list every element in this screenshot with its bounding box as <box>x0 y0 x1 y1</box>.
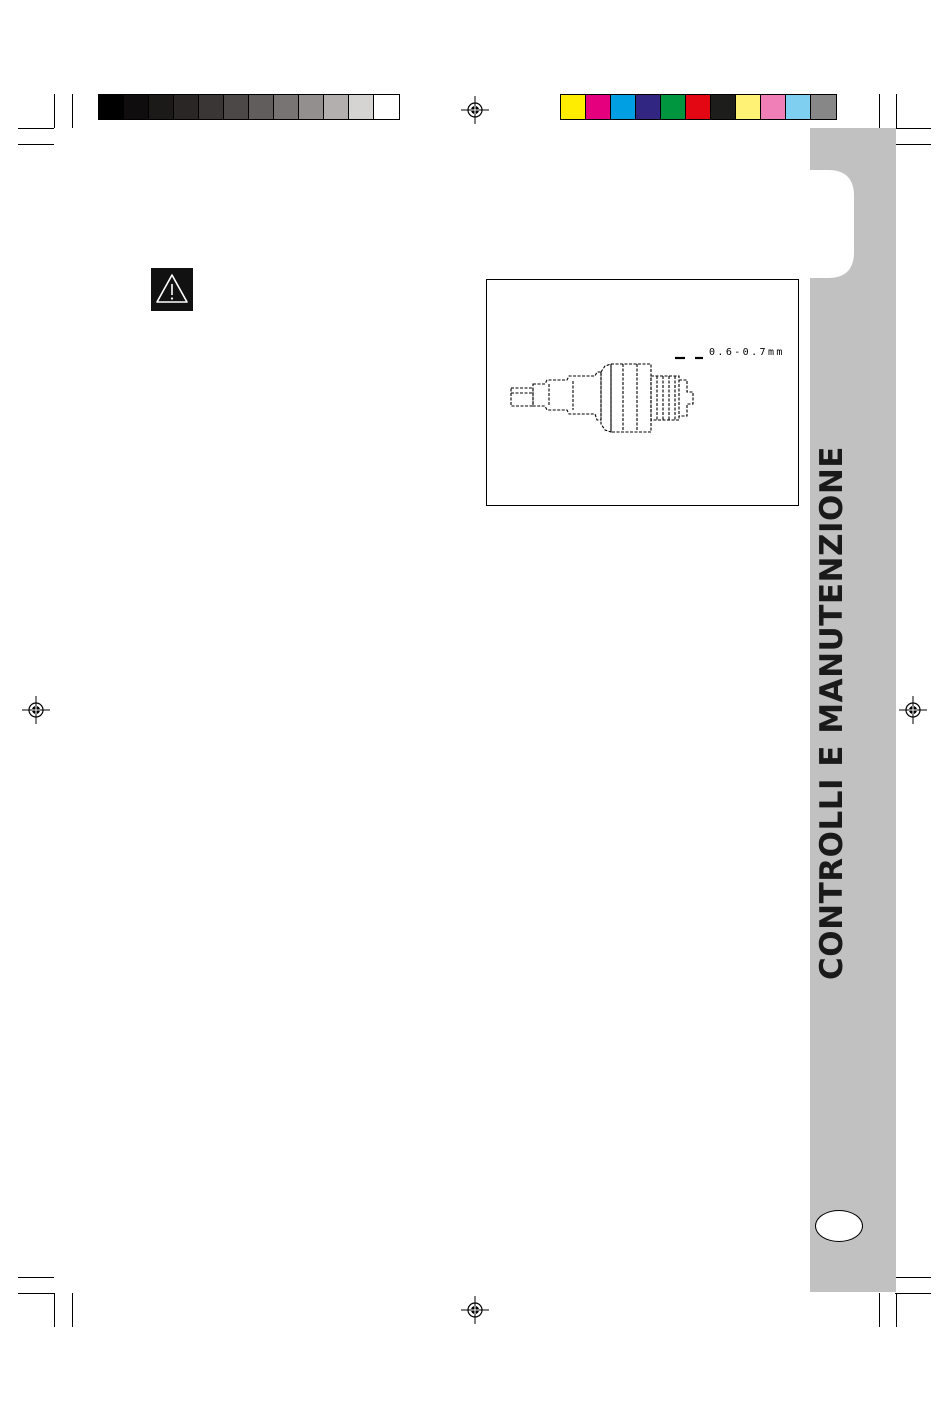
calibration-swatch <box>124 95 149 119</box>
calibration-swatch <box>761 95 786 119</box>
figure-frame <box>486 279 799 506</box>
crop-mark <box>54 94 55 128</box>
warning-triangle-icon <box>151 268 193 311</box>
electrode-gap-label: 0.6-0.7mm <box>709 347 785 358</box>
calibration-swatch <box>224 95 249 119</box>
calibration-swatch <box>636 95 661 119</box>
calibration-swatch <box>786 95 811 119</box>
crop-mark <box>54 1293 55 1327</box>
crop-mark <box>879 1293 880 1327</box>
calibration-swatch <box>811 95 836 119</box>
crop-mark <box>895 1277 931 1278</box>
calibration-swatch <box>686 95 711 119</box>
color-calibration-bar <box>560 94 837 120</box>
crop-mark <box>18 128 54 129</box>
crop-mark <box>72 94 73 128</box>
page-number-oval <box>815 1210 863 1242</box>
registration-mark-icon <box>22 696 50 724</box>
registration-mark-icon <box>899 696 927 724</box>
crop-mark <box>18 144 54 145</box>
crop-mark <box>895 1293 931 1294</box>
calibration-swatch <box>586 95 611 119</box>
calibration-swatch <box>249 95 274 119</box>
calibration-swatch <box>299 95 324 119</box>
calibration-swatch <box>611 95 636 119</box>
section-title-text: CONTROLLI E MANUTENZIONE <box>814 445 850 980</box>
crop-mark <box>895 144 931 145</box>
crop-mark <box>18 1293 54 1294</box>
calibration-swatch <box>274 95 299 119</box>
crop-mark <box>895 128 931 129</box>
grayscale-calibration-bar <box>98 94 400 120</box>
calibration-swatch <box>149 95 174 119</box>
registration-mark-icon <box>461 1296 489 1324</box>
calibration-swatch <box>711 95 736 119</box>
calibration-swatch <box>736 95 761 119</box>
calibration-swatch <box>374 95 399 119</box>
crop-mark <box>896 94 897 128</box>
registration-mark-icon <box>461 96 489 124</box>
calibration-swatch <box>661 95 686 119</box>
crop-mark <box>896 1293 897 1327</box>
spark-plug-illustration <box>487 280 800 507</box>
calibration-swatch <box>349 95 374 119</box>
section-title <box>810 440 854 985</box>
calibration-swatch <box>174 95 199 119</box>
crop-mark <box>72 1293 73 1327</box>
calibration-swatch <box>324 95 349 119</box>
calibration-swatch <box>561 95 586 119</box>
crop-mark <box>879 94 880 128</box>
calibration-swatch <box>99 95 124 119</box>
crop-mark <box>18 1277 54 1278</box>
calibration-swatch <box>199 95 224 119</box>
